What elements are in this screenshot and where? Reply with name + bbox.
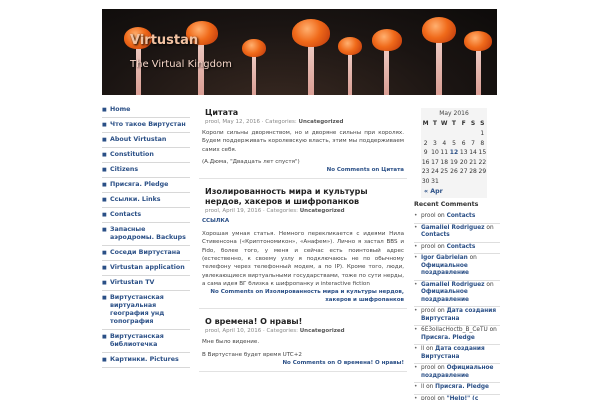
nav-item-pledge[interactable] xyxy=(102,178,190,193)
weekday-header: T xyxy=(432,120,437,127)
calendar-day xyxy=(478,177,487,187)
calendar-day: 22 xyxy=(478,158,487,166)
nav-link[interactable]: Запасные аэродромы. Backups xyxy=(110,226,186,241)
square-bullet-icon: ■ xyxy=(102,197,107,203)
calendar-day: 29 xyxy=(478,168,487,175)
comment-on-label: on xyxy=(426,346,434,352)
weekday-header: F xyxy=(461,120,466,127)
square-bullet-icon: ■ xyxy=(102,182,107,188)
recent-comment-item xyxy=(414,395,500,400)
comment-post-link[interactable]: Contacts xyxy=(446,243,476,250)
comment-post-link[interactable]: Дата создания Виртустана xyxy=(421,308,497,322)
recent-comment-item xyxy=(414,212,500,224)
calendar-day xyxy=(440,177,449,187)
nav-item-geography[interactable] xyxy=(102,291,190,330)
calendar-day xyxy=(430,129,439,139)
nav-item-what-is[interactable] xyxy=(102,118,190,133)
comments-link[interactable]: No Comments on Цитата xyxy=(326,167,404,174)
comment-post-link[interactable]: Присяга. Pledge xyxy=(421,334,475,341)
nav-link[interactable]: Присяга. Pledge xyxy=(110,181,169,188)
calendar-week-row xyxy=(421,177,487,187)
post-paragraph: Короли сильны дворянством, но и дворяне сильны при королях. Будем поддерживать королевскую власть, этим мы поддерживаем самих себя. xyxy=(202,130,404,153)
weekday-header: W xyxy=(440,120,448,127)
nav-item-home[interactable] xyxy=(102,103,190,118)
bullet-icon: • xyxy=(414,327,418,333)
comment-author[interactable]: Igor Gabrielan xyxy=(421,255,468,261)
square-bullet-icon: ■ xyxy=(102,334,107,340)
post-meta: prool, April 19, 2016 · Categories: Uncategorized xyxy=(205,208,345,215)
comment-on-label: on xyxy=(437,243,445,250)
post-quote xyxy=(199,108,407,179)
calendar-day: 30 xyxy=(421,177,430,185)
comment-author: prool xyxy=(421,243,436,250)
weekday-header: S xyxy=(480,120,485,127)
bullet-icon: • xyxy=(414,224,418,231)
calendar-day: 7 xyxy=(471,139,475,147)
calendar-day: 25 xyxy=(440,168,449,175)
square-bullet-icon: ■ xyxy=(102,152,107,158)
nav-link[interactable]: Home xyxy=(110,106,131,113)
nav-item-constitution[interactable] xyxy=(102,148,190,163)
comment-author: prool xyxy=(421,308,436,314)
recent-comment-item xyxy=(414,243,500,255)
bullet-icon: • xyxy=(414,281,418,288)
post-category[interactable]: Uncategorized xyxy=(298,119,344,125)
post-isolation xyxy=(199,187,407,309)
comment-on-label: on xyxy=(437,213,445,219)
calendar-day: 20 xyxy=(459,158,468,166)
nav-item-contacts[interactable] xyxy=(102,208,190,223)
post-author[interactable]: prool xyxy=(205,119,219,125)
nav-link[interactable]: Ссылки. Links xyxy=(110,196,161,203)
calendar-day xyxy=(468,177,477,187)
nav-link[interactable]: About Virtustan xyxy=(110,136,167,143)
post-paragraph: Хорошая умная статья. Немного перекликается с идеями Нила Стивенсона («Криптономикон», «Анафем»). Лично я застал BBS и Fido, более того, у меня и сейчас есть поинтовый адрес (естественно, к своему узлу я подключаюсь не по обычному телефону через телефонный модем, а по IP). Кроме того, люди, увлекающиеся виртуальными государствами, тоже по сути нерды, а сама идея ВГ близка к шифропанку и interactive fiction xyxy=(202,231,404,287)
nav-link[interactable]: Виртустанская виртуальная география унд топография xyxy=(110,294,165,325)
calendar-day: 18 xyxy=(440,158,449,166)
calendar-day: 24 xyxy=(431,168,439,175)
categories-label: Categories: xyxy=(266,208,298,215)
calendar-day: 15 xyxy=(478,149,487,156)
calendar-week-row xyxy=(421,158,487,168)
calendar-day: 11 xyxy=(440,149,449,156)
recent-comment-item xyxy=(414,345,500,364)
post-date: April 19, 2016 xyxy=(222,208,262,215)
square-bullet-icon: ■ xyxy=(102,227,107,233)
calendar-day-link[interactable]: 12 xyxy=(449,149,459,156)
comments-link[interactable]: No Comments on О времена! О нравы! xyxy=(282,359,404,366)
recent-comment-item xyxy=(414,307,500,326)
calendar-day: 23 xyxy=(421,168,430,175)
bullet-icon: • xyxy=(414,395,418,400)
comment-on-label: on xyxy=(437,308,445,314)
calendar-day: 26 xyxy=(450,168,458,175)
post-meta: prool, April 10, 2016 · Categories: Uncategorized xyxy=(205,328,345,335)
recent-comments-widget xyxy=(414,201,500,400)
calendar-week-row xyxy=(421,139,487,149)
calendar-day: 28 xyxy=(469,168,477,175)
recent-comment-item xyxy=(414,364,500,383)
square-bullet-icon: ■ xyxy=(102,265,107,271)
nav-item-neighbors[interactable] xyxy=(102,246,190,261)
calendar-week-row xyxy=(421,167,487,177)
calendar-day: 14 xyxy=(469,149,477,156)
nav-item-about[interactable] xyxy=(102,133,190,148)
calendar-day xyxy=(449,177,459,187)
nav-item-backups[interactable] xyxy=(102,223,190,246)
nav-link[interactable]: Virtustan application xyxy=(110,264,185,271)
comment-author[interactable]: Gamaliel Rodriguez xyxy=(421,281,485,288)
calendar-caption: May 2016 xyxy=(439,110,469,117)
nav-link[interactable]: Картинки. Pictures xyxy=(110,356,179,363)
post-date: April 10, 2016 xyxy=(222,328,262,335)
calendar-day: 27 xyxy=(459,168,468,175)
recent-comment-item xyxy=(414,224,500,243)
calendar-day: 19 xyxy=(450,158,458,166)
calendar-day xyxy=(449,129,459,139)
comment-author: prool xyxy=(421,395,436,400)
nav-link[interactable]: Что такое Виртустан xyxy=(110,121,186,128)
comment-on-label: on xyxy=(486,224,494,231)
bullet-icon: • xyxy=(414,213,418,219)
comment-post-link[interactable]: Официальное поздравление xyxy=(421,289,469,303)
comment-on-label: on xyxy=(486,281,494,288)
square-bullet-icon: ■ xyxy=(102,137,107,143)
header-banner xyxy=(102,9,497,95)
calendar-widget xyxy=(421,108,487,198)
nav-item-links[interactable] xyxy=(102,193,190,208)
bullet-icon: • xyxy=(414,384,418,390)
calendar-day: 6 xyxy=(461,139,466,147)
comment-post-link[interactable]: Официальное поздравление xyxy=(421,262,469,276)
calendar-day: 17 xyxy=(431,158,439,166)
calendar-day: 1 xyxy=(480,130,485,137)
categories-label: Categories: xyxy=(265,119,297,125)
calendar-prev-month-link[interactable]: « Apr xyxy=(424,188,443,195)
bullet-icon: • xyxy=(414,255,418,261)
site-description: The Virtual Kingdom xyxy=(130,59,232,70)
nav-link[interactable]: Constitution xyxy=(110,151,154,158)
calendar-week-row xyxy=(421,148,487,158)
nav-link[interactable]: Virtustan TV xyxy=(110,279,155,286)
recent-comments-title: Recent Comments xyxy=(414,201,479,208)
nav-item-library[interactable] xyxy=(102,330,190,353)
comment-post-link[interactable]: Contacts xyxy=(446,213,476,219)
calendar-week-row xyxy=(421,129,487,139)
bullet-icon: • xyxy=(414,243,418,250)
comment-post-link[interactable]: Дата создания Виртустана xyxy=(421,346,485,360)
post-times xyxy=(199,317,407,372)
comment-post-link[interactable]: Contacts xyxy=(421,232,450,238)
weekday-header: M xyxy=(422,120,429,127)
comment-on-label: on xyxy=(469,255,477,261)
nav-link[interactable]: Citizens xyxy=(110,166,139,173)
calendar-day: 9 xyxy=(423,149,428,156)
square-bullet-icon: ■ xyxy=(102,295,107,301)
bullet-icon: • xyxy=(414,346,418,352)
sidebar-nav xyxy=(102,103,190,368)
comment-author: prool xyxy=(421,213,436,219)
comment-author: prool xyxy=(421,365,436,371)
bullet-icon: • xyxy=(414,308,418,314)
square-bullet-icon: ■ xyxy=(102,122,107,128)
calendar-day: 2 xyxy=(423,139,428,147)
square-bullet-icon: ■ xyxy=(102,212,107,218)
post-date: May 12, 2016 xyxy=(222,119,261,125)
weekday-header: S xyxy=(470,120,476,127)
categories-label: Categories: xyxy=(266,328,298,335)
calendar-day: 10 xyxy=(431,149,439,156)
post-title[interactable]: Изолированность мира и культуры нердов, хакеров и шифропанков xyxy=(205,187,368,207)
square-bullet-icon: ■ xyxy=(102,167,107,173)
recent-comment-item xyxy=(414,281,500,308)
calendar-day: 21 xyxy=(469,158,477,166)
comment-on-label: on xyxy=(489,327,497,333)
nav-link[interactable]: Виртустанская библиотечка xyxy=(110,333,164,348)
nav-item-pictures[interactable] xyxy=(102,353,190,368)
comment-on-label: on xyxy=(426,384,434,390)
recent-comment-item xyxy=(414,254,500,281)
bullet-icon: • xyxy=(414,365,418,371)
comment-on-label: on xyxy=(437,395,445,400)
nav-item-tv[interactable] xyxy=(102,276,190,291)
recent-comment-item xyxy=(414,383,500,395)
calendar-day: 13 xyxy=(459,149,468,156)
calendar-day xyxy=(459,177,468,187)
weekday-header: T xyxy=(451,120,457,127)
post-author[interactable]: prool xyxy=(205,328,219,335)
square-bullet-icon: ■ xyxy=(102,357,107,363)
calendar-day: 31 xyxy=(431,177,439,185)
comment-author: ll xyxy=(421,346,425,352)
comment-post-link[interactable]: "Help!" (с xyxy=(446,395,479,400)
calendar-day xyxy=(440,129,449,139)
comment-author[interactable]: Gamaliel Rodriguez xyxy=(421,224,485,231)
post-meta: prool, May 12, 2016 · Categories: Uncategorized xyxy=(205,119,344,125)
calendar-table xyxy=(421,120,487,186)
post-title[interactable]: Цитата xyxy=(205,108,239,117)
post-paragraph: Мне было видение. xyxy=(202,339,260,346)
square-bullet-icon: ■ xyxy=(102,250,107,256)
posts-column xyxy=(199,103,407,400)
nav-link[interactable]: Contacts xyxy=(110,211,142,218)
calendar-day: 5 xyxy=(452,139,456,147)
square-bullet-icon: ■ xyxy=(102,107,107,113)
comment-author: 6E3ollacHoctb_B_CeTU xyxy=(421,327,488,333)
post-external-link[interactable]: ССЫЛКА xyxy=(202,218,230,225)
square-bullet-icon: ■ xyxy=(102,280,107,286)
calendar-day xyxy=(468,129,477,139)
calendar-day: 8 xyxy=(480,139,485,147)
post-category[interactable]: Uncategorized xyxy=(299,208,345,215)
post-category[interactable]: Uncategorized xyxy=(299,328,345,335)
nav-item-citizens[interactable] xyxy=(102,163,190,178)
post-paragraph: (А.Дюма, "Двадцать лет спустя") xyxy=(202,158,300,165)
comment-on-label: on xyxy=(437,365,445,371)
nav-link[interactable]: Соседи Виртустана xyxy=(110,249,181,256)
comments-link[interactable]: No Comments on Изолированность мира и культуры нердов, хакеров и шифропанков xyxy=(210,289,404,304)
post-author[interactable]: prool xyxy=(205,208,219,215)
comment-post-link[interactable]: Присяга. Pledge xyxy=(435,384,489,390)
calendar-day xyxy=(421,129,430,139)
site-title[interactable]: Virtustan xyxy=(130,33,199,48)
calendar-day xyxy=(459,129,468,139)
recent-comment-item xyxy=(414,326,500,345)
comment-author: ll xyxy=(421,384,425,390)
post-paragraph: В Виртустане будет время UTC+2 xyxy=(202,351,302,358)
comment-post-link[interactable]: Официальное поздравление xyxy=(421,365,494,379)
nav-item-application[interactable] xyxy=(102,261,190,276)
post-title[interactable]: О времена! О нравы! xyxy=(205,317,303,327)
calendar-day: 16 xyxy=(421,158,430,166)
calendar-day: 3 xyxy=(433,139,437,147)
calendar-day: 4 xyxy=(442,139,447,147)
